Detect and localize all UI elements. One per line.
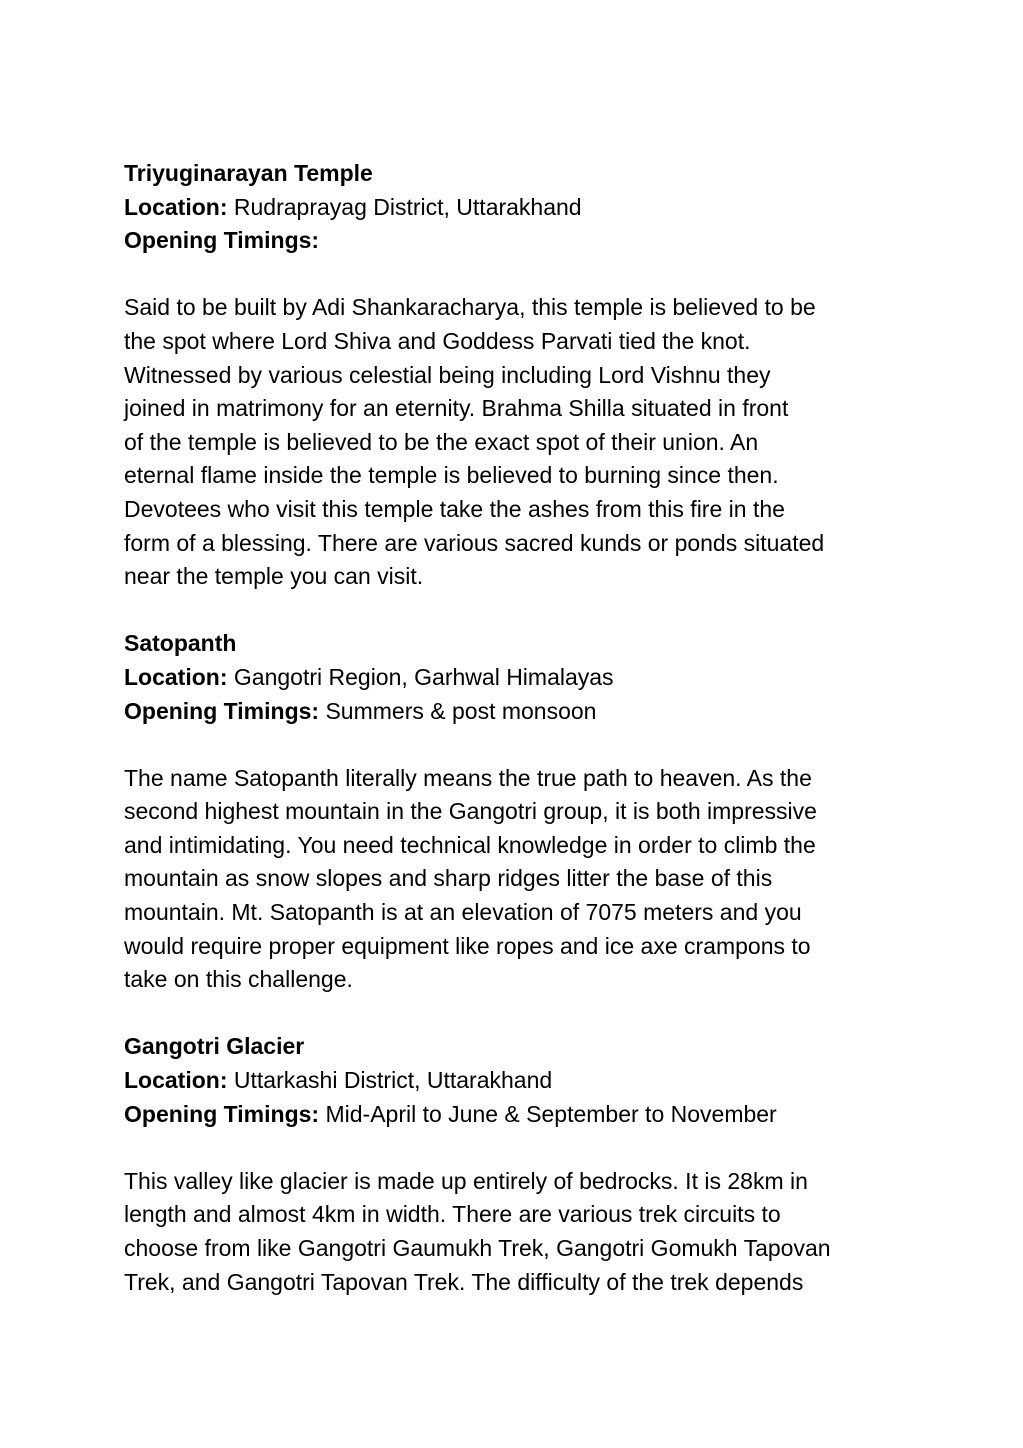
paragraph-line: Devotees who visit this temple take the ashes from this fire in the [124, 495, 785, 522]
timings-label: Opening Timings: [124, 1100, 320, 1127]
paragraph-line: the spot where Lord Shiva and Goddess Parvati tied the knot. [124, 327, 751, 354]
paragraph-line: and intimidating. You need technical knowledge in order to climb the [124, 831, 816, 858]
location-line [124, 1064, 914, 1098]
timings-line [124, 695, 914, 729]
section-paragraph [124, 1165, 914, 1299]
location-value: Rudraprayag District, Uttarakhand [233, 193, 582, 220]
spacer [124, 594, 914, 628]
section-triyuginarayan [124, 157, 914, 594]
paragraph-line: joined in matrimony for an eternity. Brahma Shilla situated in front [124, 395, 789, 422]
section-title: Triyuginarayan Temple [124, 160, 373, 186]
paragraph-line: mountain. Mt. Satopanth is at an elevation of 7075 meters and you [124, 899, 802, 926]
location-value: Gangotri Region, Garhwal Himalayas [233, 663, 614, 690]
location-label: Location: [124, 1067, 228, 1094]
location-label: Location: [124, 663, 228, 690]
section-title: Gangotri Glacier [124, 1033, 305, 1060]
paragraph-line: mountain as snow slopes and sharp ridges litter the base of this [124, 865, 773, 892]
section-paragraph [124, 291, 914, 593]
paragraph-line: choose from like Gangotri Gaumukh Trek, Gangotri Gomukh Tapovan [124, 1235, 831, 1261]
spacer [124, 997, 914, 1031]
paragraph-line: The name Satopanth literally means the true path to heaven. As the [124, 764, 812, 791]
location-line [124, 191, 914, 225]
timings-value: Mid-April to June & September to November [325, 1100, 777, 1127]
document-page [124, 157, 914, 1299]
paragraph-line: Trek, and Gangotri Tapovan Trek. The difficulty of the trek depends [124, 1268, 804, 1295]
timings-value: Summers & post monsoon [325, 697, 597, 724]
paragraph-line: length and almost 4km in width. There are various trek circuits to [124, 1201, 781, 1228]
paragraph-line: This valley like glacier is made up entirely of bedrocks. It is 28km in [124, 1167, 808, 1194]
paragraph-line: eternal flame inside the temple is believed to burning since then. [124, 462, 779, 489]
paragraph-line: near the temple you can visit. [124, 563, 424, 590]
paragraph-line: of the temple is believed to be the exact spot of their union. An [124, 428, 759, 455]
section-gangotri-glacier [124, 1030, 914, 1299]
paragraph-line: would require proper equipment like ropes and ice axe crampons to [124, 932, 811, 959]
paragraph-line: Witnessed by various celestial being including Lord Vishnu they [124, 361, 771, 388]
spacer [124, 258, 914, 292]
location-label: Location: [124, 193, 228, 220]
spacer [124, 1131, 914, 1165]
timings-label: Opening Timings: [124, 697, 320, 724]
section-title: Satopanth [124, 630, 237, 657]
timings-line [124, 1098, 914, 1132]
location-line [124, 661, 914, 695]
paragraph-line: take on this challenge. [124, 966, 353, 993]
section-satopanth [124, 627, 914, 997]
spacer [124, 728, 914, 762]
paragraph-line: second highest mountain in the Gangotri group, it is both impressive [124, 798, 817, 825]
location-value: Uttarkashi District, Uttarakhand [233, 1067, 553, 1094]
paragraph-line: Said to be built by Adi Shankaracharya, this temple is believed to be [124, 294, 816, 321]
timings-label: Opening Timings: [124, 227, 320, 254]
section-paragraph [124, 762, 914, 997]
timings-line [124, 224, 914, 258]
paragraph-line: form of a blessing. There are various sacred kunds or ponds situated [124, 529, 825, 556]
